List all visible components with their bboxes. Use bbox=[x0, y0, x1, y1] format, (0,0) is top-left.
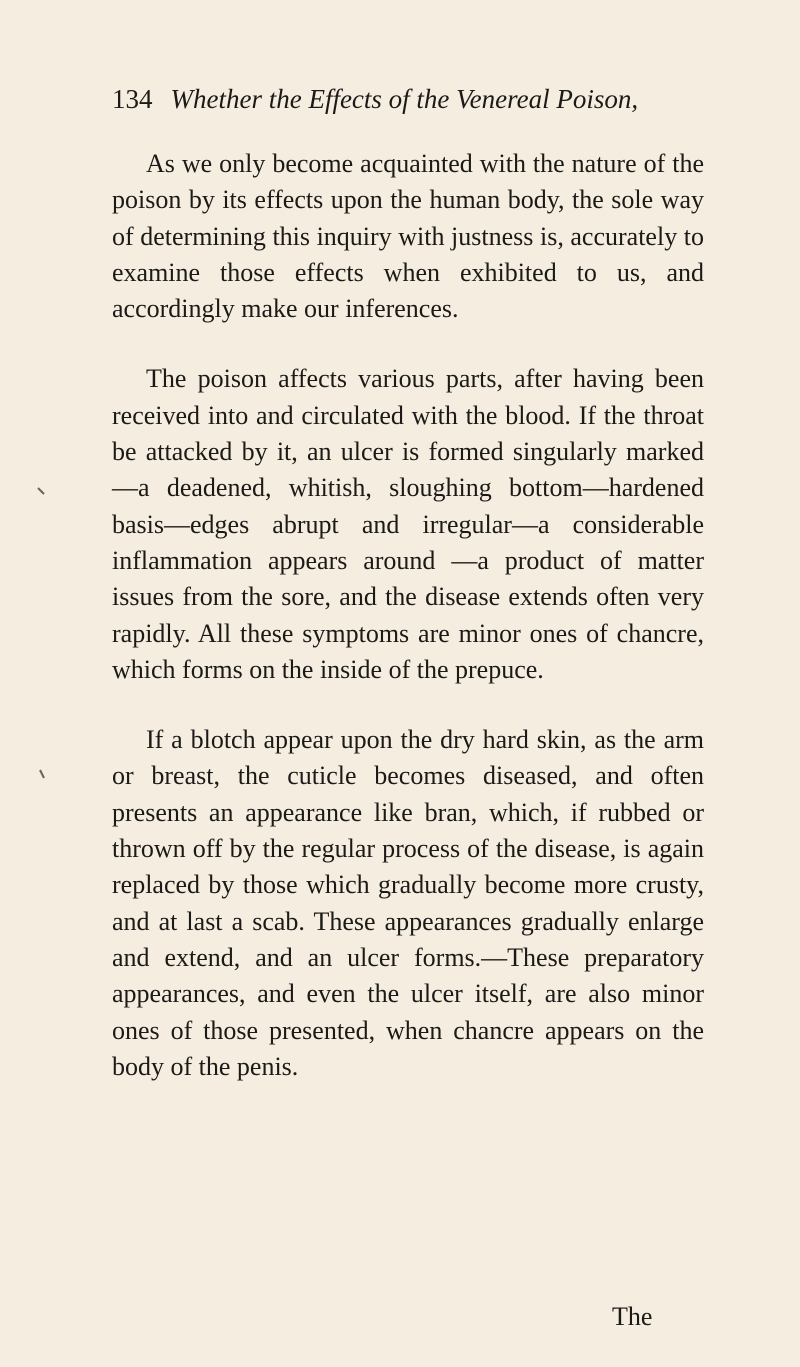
margin-tick-lower bbox=[40, 770, 44, 778]
paragraph-2: The poison affects various parts, after having been received into and circulated with the blood. If the throat be attacked by it, an ulcer is formed singularly marked—a deadened, whitish, sloughing bottom—hardened basis—edges abrupt and irregular—a considerable inflammation appears around —a product of matter issues from the sore, and the disease extends often very rapidly. All these symptoms are minor ones of chancre, which forms on the inside of the prepuce. bbox=[112, 364, 704, 684]
paragraph-3: If a blotch appear upon the dry hard skin, as the arm or breast, the cuticle becomes diseased, and often presents an appearance like bran, which, if rubbed or thrown off by the regular process of the disease, is again replaced by those which gradually become more crusty, and at last a scab. These appearances gradually enlarge and extend, and an ulcer forms.—These preparatory appearances, and even the ulcer itself, are also minor ones of those presented, when chancre appears on the body of the penis. bbox=[112, 725, 704, 1081]
page-number: 134 bbox=[112, 84, 153, 114]
running-title: Whether the Effects of the Venereal Poison, bbox=[170, 84, 639, 114]
body-text bbox=[112, 146, 704, 1085]
paragraph-1: As we only become acquainted with the nature of the poison by its effects upon the human body, the sole way of determining this inquiry with justness is, accurately to examine those effects when exhibited to us, and accordingly make our inferences. bbox=[112, 149, 704, 324]
margin-tick-upper bbox=[38, 488, 44, 494]
running-head bbox=[112, 82, 712, 116]
catchword: The bbox=[612, 1302, 653, 1331]
